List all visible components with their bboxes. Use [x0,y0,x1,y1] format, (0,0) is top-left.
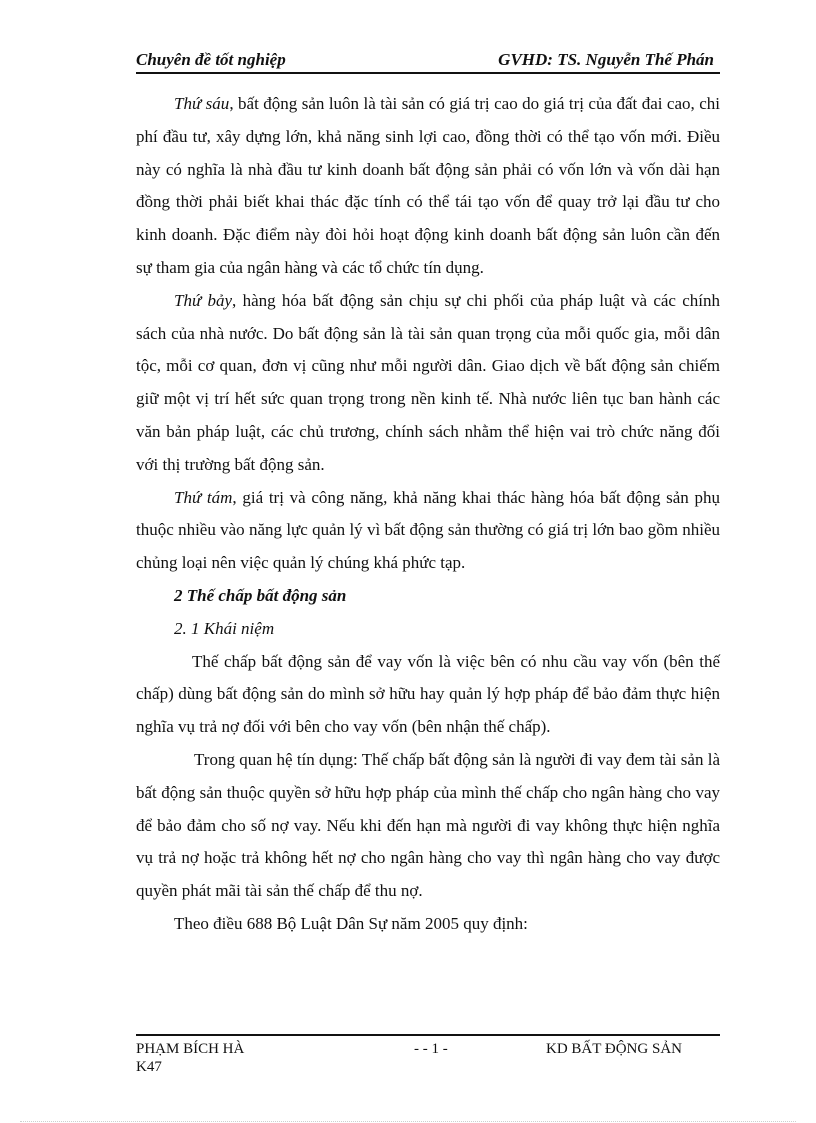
paragraph-lead: Thứ sáu [174,94,230,113]
page-edge [20,1121,796,1122]
subsection-heading: 2. 1 Khái niệm [174,618,275,638]
footer-page-number: - - 1 - [414,1041,448,1057]
document-body [136,88,720,941]
footer-divider [136,1034,720,1036]
footer-class: K47 [136,1059,162,1075]
paragraph-thu-tam [136,482,720,580]
header-title: Chuyên đề tốt nghiệp [136,50,286,69]
paragraph-text: , bất động sản luôn là tài sản có giá trị cao do giá trị của đất đai cao, chi phí đầu tư, xây dựng lớn, khả năng sinh lợi cao, đồng thời có thể tạo vốn mới. Điều này có nghĩa là nhà đầu tư kinh doanh bất động sản phải có vốn lớn và vốn dài hạn đồng thời phải biết khai thác đặc tính có thể tái tạo vốn để quay trở lại đầu tư cho kinh doanh. Đặc điểm này đòi hỏi hoạt động kinh doanh bất động sản luôn cần đến sự tham gia của ngân hàng và các tổ chức tín dụng. [136,94,721,277]
paragraph-credit: Trong quan hệ tín dụng: Thế chấp bất động sản là người đi vay đem tài sản là bất động sản thuộc quyền sở hữu hợp pháp của mình thế chấp cho ngân hàng cho vay để bảo đảm cho số nợ vay. Nếu khi đến hạn mà người đi vay không thực hiện nghĩa vụ trả nợ hoặc trả không hết nợ cho ngân hàng cho vay thì ngân hàng cho vay được quyền phát mãi tài sản thế chấp để thu nợ. [136,749,720,901]
header-supervisor: GVHD: TS. Nguyễn Thế Phán [498,50,714,69]
paragraph-law: Theo điều 688 Bộ Luật Dân Sự năm 2005 quy định: [174,913,528,933]
page-header [136,48,720,74]
paragraph-text: , giá trị và công năng, khả năng khai thác hàng hóa bất động sản phụ thuộc nhiều vào năng lực quản lý vì bất động sản thường có giá trị lớn bao gồm nhiều chủng loại nên việc quản lý chúng khá phức tạp. [136,487,720,573]
paragraph-thu-sau [136,88,720,285]
paragraph-lead: Thứ bảy [174,290,233,310]
paragraph-text: , hàng hóa bất động sản chịu sự chi phối của pháp luật và các chính sách của nhà nước. Do bất động sản là tài sản quan trọng của mỗi quốc gia, mỗi dân tộc, mỗi cơ quan, đơn vị cũng như mỗi người dân. Giao dịch về bất động sản chiếm giữ một vị trí hết sức quan trọng trong nền kinh tế. Nhà nước liên tục ban hành các văn bản pháp luật, các chủ trương, chính sách nhằm thể hiện vai trò chức năng đối với thị trường bất động sản. [136,290,720,474]
footer-author: PHẠM BÍCH HÀ [136,1041,245,1057]
paragraph-concept: Thế chấp bất động sản để vay vốn là việc bên có nhu cầu vay vốn (bên thế chấp) dùng bất động sản do mình sở hữu hay quản lý hợp pháp để bảo đảm thực hiện nghĩa vụ trả nợ đối với bên cho vay vốn (bên nhận thế chấp). [136,651,720,737]
paragraph-thu-bay [136,285,720,482]
footer-subject: KD BẤT ĐỘNG SẢN [546,1041,682,1057]
paragraph-lead: Thứ tám [174,487,233,507]
section-heading: 2 Thế chấp bất động sản [174,585,347,605]
